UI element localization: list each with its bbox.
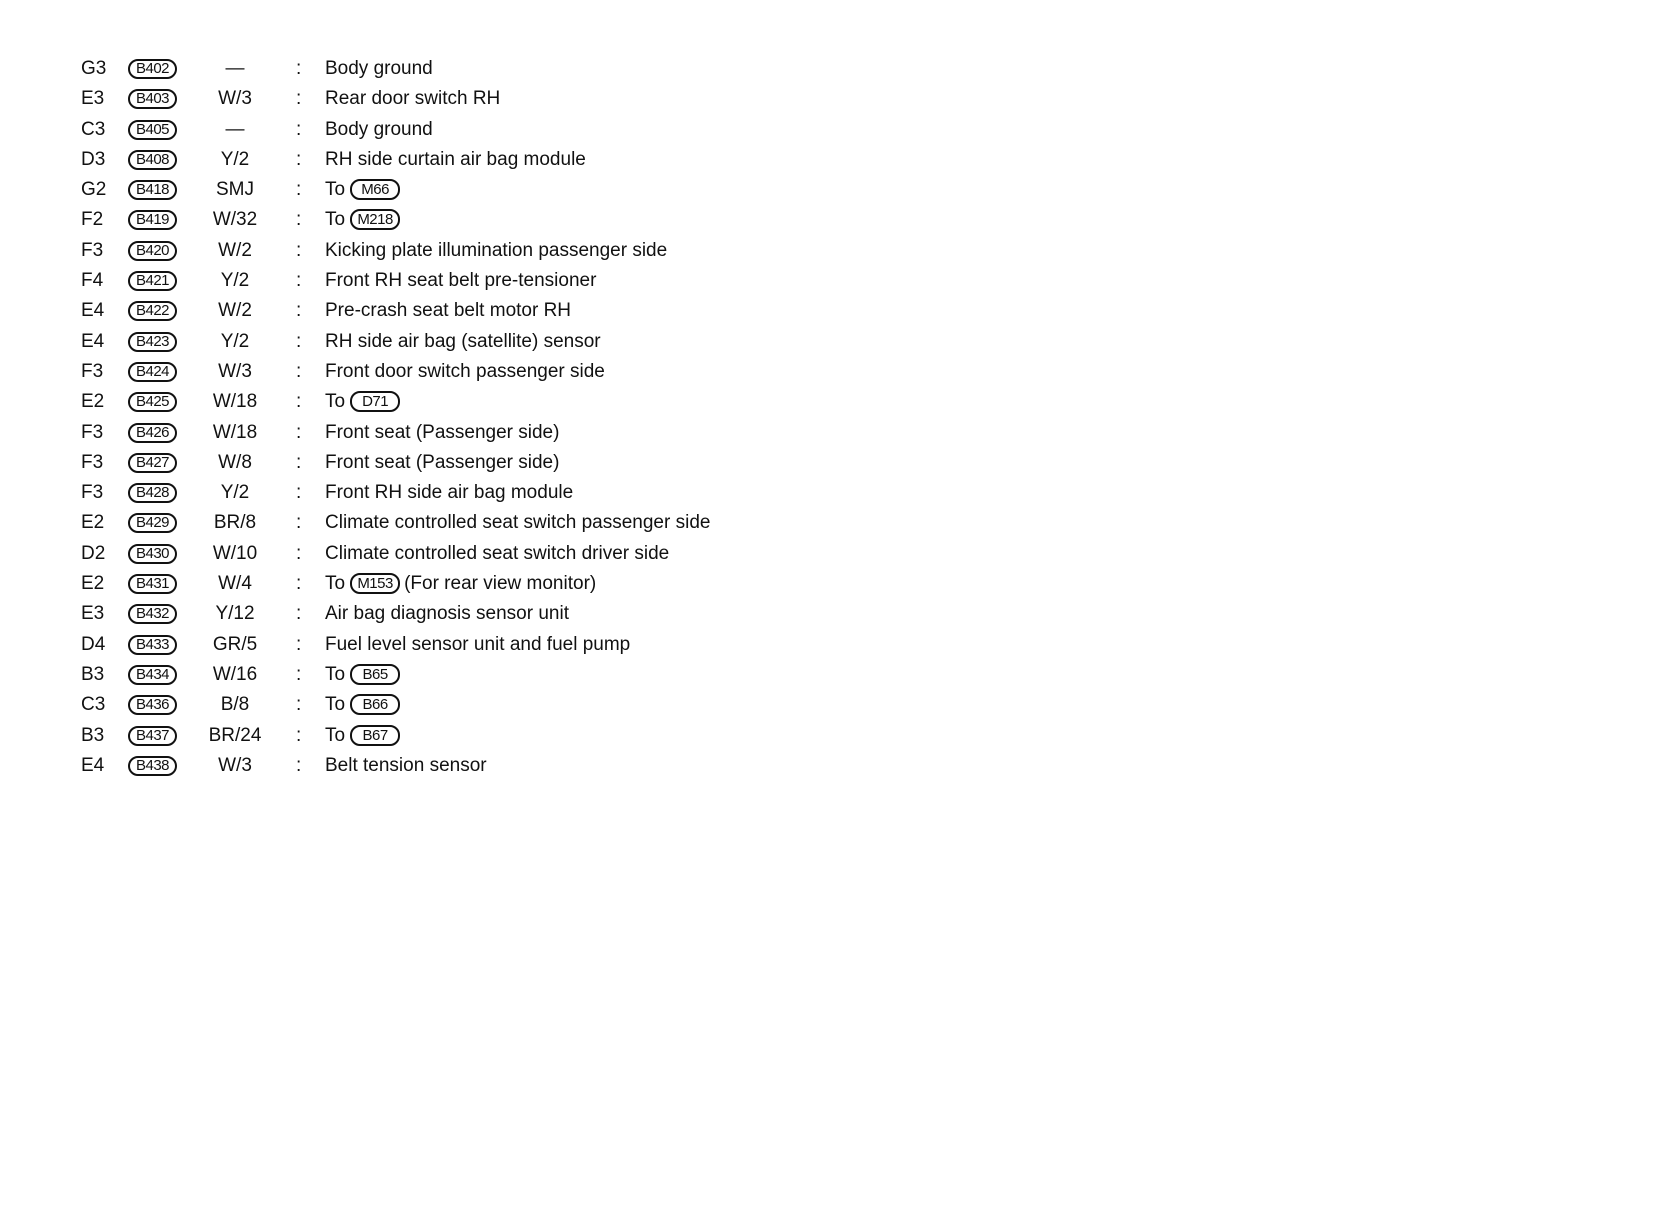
connector-badge: B437 [128,726,177,746]
separator-colon: : [296,694,302,716]
separator-colon: : [296,512,302,534]
connector-description [325,327,601,357]
description-text: To [325,694,346,716]
grid-reference: E3 [81,88,105,110]
separator-colon: : [296,421,302,443]
description-text: Front seat (Passenger side) [325,451,560,473]
grid-reference: C3 [81,694,106,716]
destination-connector-badge: B66 [350,694,400,715]
connector-badge: B428 [128,483,177,503]
connector-badge: B402 [128,59,177,79]
grid-reference: E2 [81,512,105,534]
connector-description [325,236,667,266]
connector-color-pins: W/10 [212,542,258,564]
description-note: (For rear view monitor) [404,573,597,595]
connector-color-pins: Y/2 [220,482,250,504]
connector-color-pins: SMJ [216,179,254,201]
separator-colon: : [296,270,302,292]
grid-reference: F3 [81,451,104,473]
connector-color-pins: B/8 [220,694,250,716]
connector-description [325,599,569,629]
separator-colon: : [296,391,302,413]
connector-description [325,508,710,538]
connector-description [325,145,586,175]
connector-badge: B434 [128,665,177,685]
connector-color-pins: W/3 [218,88,252,110]
connector-badge: B426 [128,423,177,443]
connector-description [325,296,571,326]
connector-row [0,327,1660,357]
connector-row [0,266,1660,296]
connector-color-pins: Y/12 [215,603,255,625]
grid-reference: F3 [81,421,104,443]
destination-connector-badge: M218 [350,209,400,230]
connector-description [325,418,559,448]
connector-row [0,690,1660,720]
connector-badge: B418 [128,180,177,200]
connector-row [0,751,1660,781]
connector-row [0,660,1660,690]
connector-row [0,539,1660,569]
connector-badge: B423 [128,332,177,352]
grid-reference: D4 [81,633,106,655]
description-text: Pre-crash seat belt motor RH [325,300,572,322]
description-text: Belt tension sensor [325,754,487,776]
destination-connector-badge: M66 [350,179,400,200]
description-text: RH side curtain air bag module [325,148,586,170]
connector-color-pins: — [225,118,245,140]
connector-badge: B403 [128,89,177,109]
connector-row [0,569,1660,599]
connector-description [325,54,433,84]
connector-description [325,660,401,690]
connector-color-pins: GR/5 [212,633,258,655]
separator-colon: : [296,300,302,322]
separator-colon: : [296,663,302,685]
connector-color-pins: BR/8 [213,512,257,534]
separator-colon: : [296,482,302,504]
separator-colon: : [296,239,302,261]
connector-color-pins: Y/2 [220,270,250,292]
connector-color-pins: — [225,58,245,79]
connector-row [0,418,1660,448]
connector-row [0,236,1660,266]
connector-color-pins: W/3 [218,360,252,382]
connector-description [325,569,596,599]
connector-description [325,115,433,145]
description-text: To [325,663,346,685]
connector-row [0,478,1660,508]
connector-row [0,387,1660,417]
connector-color-pins: Y/2 [220,330,250,352]
separator-colon: : [296,542,302,564]
connector-description [325,84,500,114]
connector-badge: B425 [128,392,177,412]
separator-colon: : [296,754,302,776]
separator-colon: : [296,148,302,170]
grid-reference: D2 [81,542,106,564]
grid-reference: E2 [81,391,105,413]
connector-description [325,478,573,508]
connector-badge: B405 [128,120,177,140]
grid-reference: C3 [81,118,106,140]
connector-color-pins: W/16 [212,663,258,685]
connector-row [0,296,1660,326]
grid-reference: E4 [81,300,105,322]
connector-color-pins: W/4 [218,573,252,595]
connector-badge: B430 [128,544,177,564]
description-text: Kicking plate illumination passenger side [325,239,668,261]
connector-color-pins: W/3 [218,754,252,776]
grid-reference: E4 [81,754,105,776]
connector-description [325,266,596,296]
grid-reference: B3 [81,724,105,746]
connector-badge: B419 [128,210,177,230]
description-text: To [325,209,346,231]
grid-reference: B3 [81,663,105,685]
connector-description [325,751,487,781]
grid-reference: G3 [81,58,107,79]
description-text: Front RH side air bag module [325,482,574,504]
connector-row [0,630,1660,660]
connector-description [325,539,669,569]
connector-badge: B436 [128,695,177,715]
description-text: Rear door switch RH [325,88,501,110]
connector-row [0,175,1660,205]
connector-row [0,145,1660,175]
grid-reference: F3 [81,239,104,261]
connector-color-pins: W/18 [212,391,258,413]
connector-row [0,721,1660,751]
separator-colon: : [296,451,302,473]
connector-row [0,599,1660,629]
connector-row [0,357,1660,387]
connector-color-pins: W/8 [218,451,252,473]
grid-reference: E3 [81,603,105,625]
description-text: Climate controlled seat switch driver side [325,542,670,564]
connector-badge: B422 [128,301,177,321]
separator-colon: : [296,118,302,140]
separator-colon: : [296,58,302,79]
description-text: RH side air bag (satellite) sensor [325,330,601,352]
connector-badge: B429 [128,513,177,533]
destination-connector-badge: B65 [350,664,400,685]
grid-reference: F3 [81,360,104,382]
grid-reference: E2 [81,573,105,595]
grid-reference: F4 [81,270,104,292]
connector-badge: B421 [128,271,177,291]
connector-row [0,205,1660,235]
connector-description [325,205,401,235]
connector-color-pins: W/2 [218,239,252,261]
connector-badge: B420 [128,241,177,261]
connector-badge: B427 [128,453,177,473]
separator-colon: : [296,88,302,110]
connector-description [325,387,401,417]
separator-colon: : [296,603,302,625]
connector-badge: B432 [128,604,177,624]
connector-row [0,448,1660,478]
connector-description [325,448,559,478]
connector-description [325,175,401,205]
destination-connector-badge: M153 [350,573,400,594]
connector-color-pins: W/18 [212,421,258,443]
description-text: To [325,179,346,201]
connector-list [0,54,1660,781]
separator-colon: : [296,633,302,655]
connector-color-pins: W/32 [212,209,258,231]
description-text: Air bag diagnosis sensor unit [325,603,569,625]
connector-badge: B424 [128,362,177,382]
separator-colon: : [296,724,302,746]
grid-reference: G2 [81,179,107,201]
description-text: To [325,573,346,595]
separator-colon: : [296,573,302,595]
description-text: Body ground [325,58,433,79]
description-text: To [325,391,346,413]
destination-connector-badge: D71 [350,391,400,412]
connector-row [0,84,1660,114]
description-text: Front door switch passenger side [325,360,605,382]
connector-badge: B433 [128,635,177,655]
separator-colon: : [296,360,302,382]
connector-badge: B408 [128,150,177,170]
connector-color-pins: BR/24 [208,724,262,746]
connector-color-pins: W/2 [218,300,252,322]
separator-colon: : [296,330,302,352]
connector-badge: B438 [128,756,177,776]
grid-reference: D3 [81,148,106,170]
connector-description [325,690,401,720]
separator-colon: : [296,209,302,231]
connector-row [0,54,1660,84]
description-text: Fuel level sensor unit and fuel pump [325,633,631,655]
grid-reference: F3 [81,482,104,504]
separator-colon: : [296,179,302,201]
connector-description [325,630,630,660]
connector-description [325,357,605,387]
description-text: Body ground [325,118,433,140]
connector-row [0,508,1660,538]
grid-reference: F2 [81,209,104,231]
description-text: To [325,724,346,746]
grid-reference: E4 [81,330,105,352]
connector-description [325,721,401,751]
destination-connector-badge: B67 [350,725,400,746]
description-text: Front RH seat belt pre-tensioner [325,270,597,292]
connector-badge: B431 [128,574,177,594]
description-text: Front seat (Passenger side) [325,421,560,443]
description-text: Climate controlled seat switch passenger side [325,512,711,534]
connector-color-pins: Y/2 [220,148,250,170]
connector-row [0,115,1660,145]
